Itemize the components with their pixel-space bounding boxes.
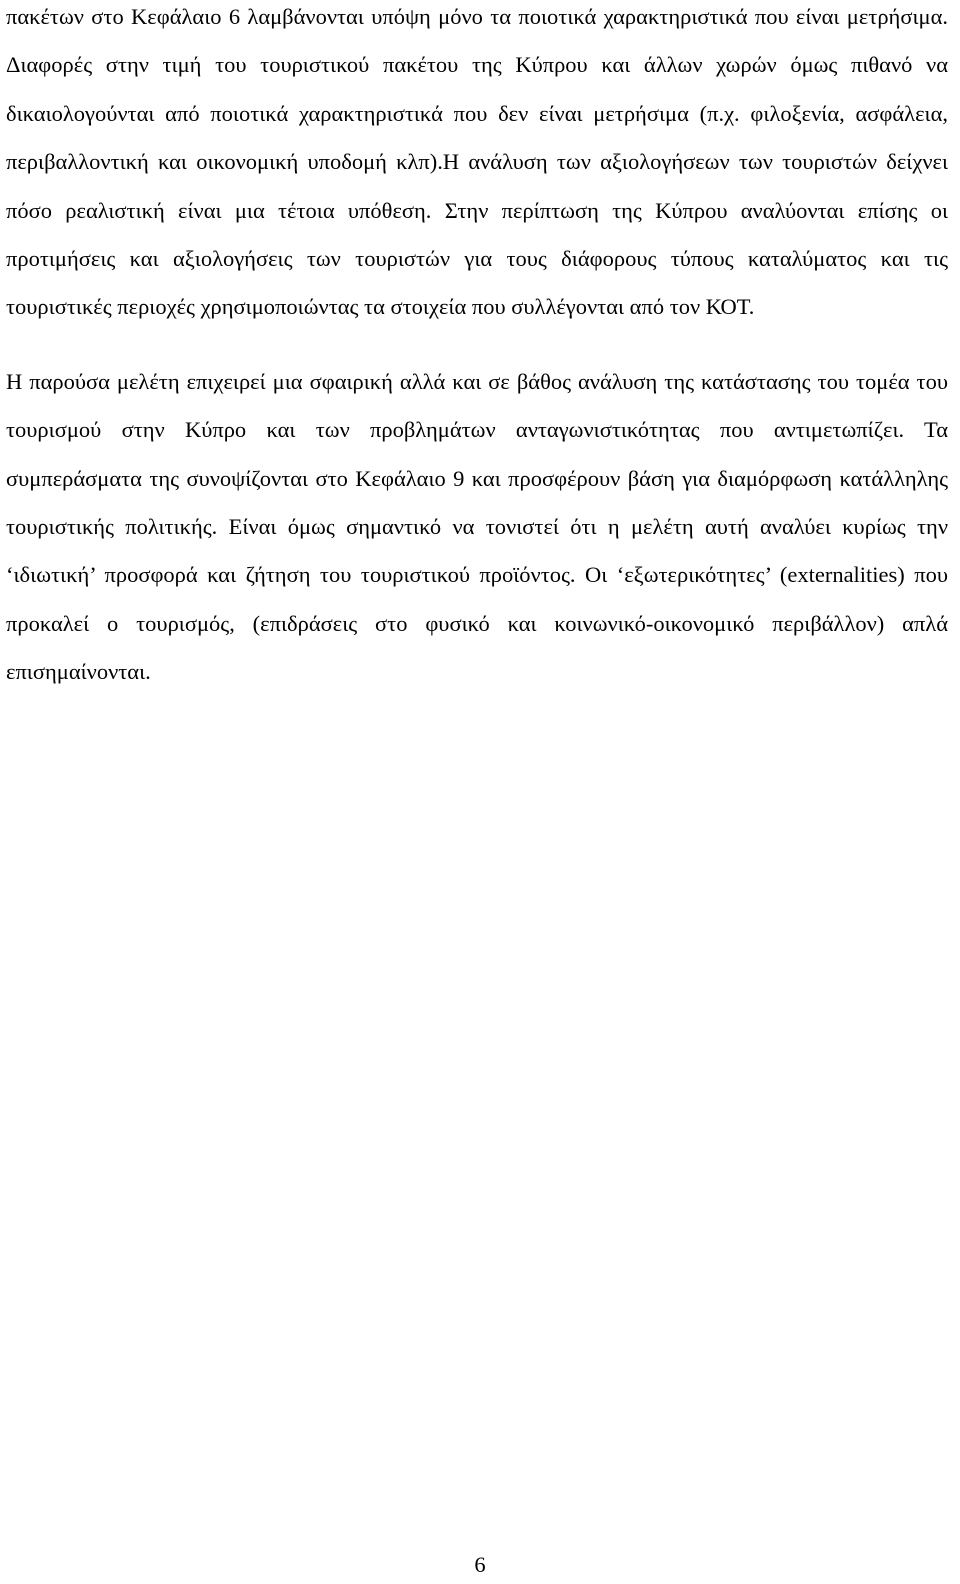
document-page [6,0,948,697]
page-number: 6 [474,1552,486,1577]
paragraph-2: Η παρούσα μελέτη επιχειρεί μια σφαιρική αλλά και σε βάθος ανάλυση της κατάστασης του τομέα του τουρισμού στην Κύπρο και των προβλημάτων ανταγωνιστικότητας που αντιμετωπίζει. Τα συμπεράσματα της συνοψίζονται στο Κεφάλαιο 9 και προσφέρουν βάση για διαμόρφωση κατάλληλης τουριστικής πολιτικής. Είναι όμως σημαντικό να τονιστεί ότι η μελέτη αυτή αναλύει κυρίως την ‘ιδιωτική’ προσφορά και ζήτηση του τουριστικού προϊόντος. Οι ‘εξωτερικότητες’ (externalities) που προκαλεί ο τουρισμός, (επιδράσεις στο φυσικό και κοινωνικό-οικονομικό περιβάλλον) απλά επισημαίνονται. [6,368,948,685]
paragraph-1: πακέτων στο Κεφάλαιο 6 λαμβάνονται υπόψη μόνο τα ποιοτικά χαρακτηριστικά που είναι μετρήσιμα. Διαφορές στην τιμή του τουριστικού πακέτου της Κύπρου και άλλων χωρών όμως πιθανό να δικαιολογούνται από ποιοτικά χαρακτηριστικά που δεν είναι μετρήσιμα (π.χ. φιλοξενία, ασφάλεια, περιβαλλοντική και οικονομική υποδομή κλπ).Η ανάλυση των αξιολογήσεων των τουριστών δείχνει πόσο ρεαλιστική είναι μια τέτοια υπόθεση. Στην περίπτωση της Κύπρου αναλύονται επίσης οι προτιμήσεις και αξιολογήσεις των τουριστών για τους διάφορους τύπους καταλύματος και τις τουριστικές περιοχές χρησιμοποιώντας τα στοιχεία που συλλέγονται από τον ΚΟΤ. [6,4,948,320]
